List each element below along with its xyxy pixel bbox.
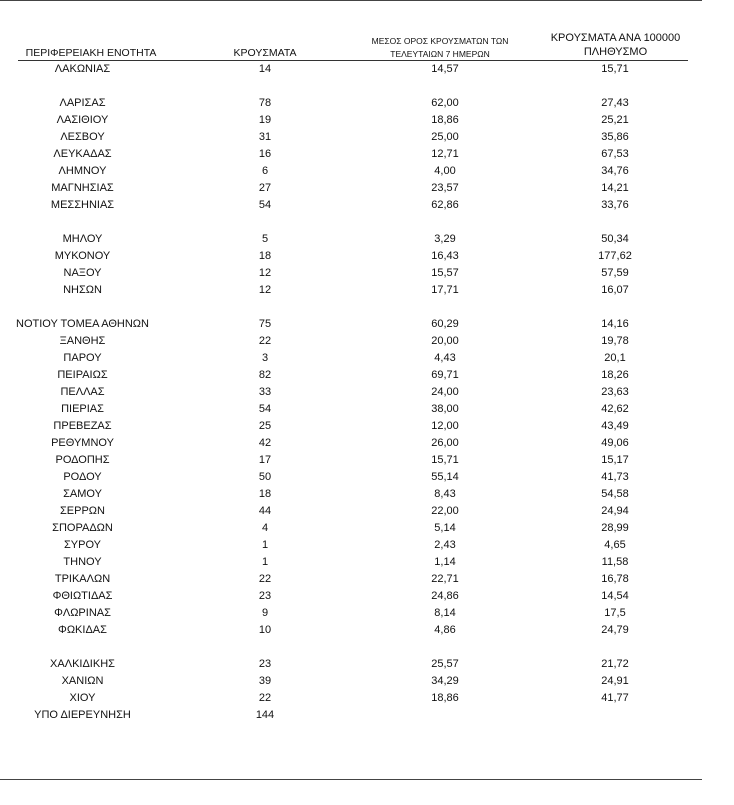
region-cell: ΝΗΣΩΝ	[63, 284, 102, 296]
cases-cell: 18	[258, 488, 272, 500]
table-row	[0, 61, 734, 78]
cases-cell: 23	[258, 658, 272, 670]
cases-cell: 31	[258, 131, 272, 143]
table-row	[0, 418, 734, 435]
table-row	[0, 197, 734, 214]
rate-cell: 14,16	[601, 318, 629, 330]
rate-cell: 42,62	[601, 403, 629, 415]
cases-cell: 16	[258, 148, 272, 160]
average-cell: 62,86	[431, 199, 459, 211]
region-cell: ΜΑΓΝΗΣΙΑΣ	[51, 182, 114, 194]
table-row	[0, 656, 734, 673]
data-table	[0, 61, 734, 724]
region-cell: ΣΠΟΡΑΔΩΝ	[52, 522, 113, 534]
rate-cell: 41,73	[601, 471, 629, 483]
region-cell: ΧΑΛΚΙΔΙΚΗΣ	[50, 658, 115, 670]
cases-cell: 42	[258, 437, 272, 449]
rate-cell: 15,17	[601, 454, 629, 466]
average-cell: 24,00	[431, 386, 459, 398]
rate-cell: 28,99	[601, 522, 629, 534]
rate-cell: 57,59	[601, 267, 629, 279]
region-cell: ΠΡΕΒΕΖΑΣ	[53, 420, 112, 432]
region-cell: ΧΙΟΥ	[69, 692, 96, 704]
region-cell: ΛΕΣΒΟΥ	[60, 131, 105, 143]
average-cell: 38,00	[431, 403, 459, 415]
region-cell: ΦΩΚΙΔΑΣ	[58, 624, 107, 636]
table-row	[0, 316, 734, 333]
cases-cell: 25	[258, 420, 272, 432]
rate-cell: 16,07	[601, 284, 629, 296]
average-cell: 34,29	[431, 675, 459, 687]
cases-cell: 17	[258, 454, 272, 466]
cases-cell: 54	[258, 199, 272, 211]
region-cell: ΛΑΡΙΣΑΣ	[59, 97, 106, 109]
region-cell: ΛΗΜΝΟΥ	[58, 165, 107, 177]
table-row	[0, 95, 734, 112]
rate-cell: 34,76	[601, 165, 629, 177]
region-cell: ΝΟΤΙΟΥ ΤΟΜΕΑ ΑΘΗΝΩΝ	[16, 318, 149, 330]
table-row	[0, 163, 734, 180]
cases-cell: 54	[258, 403, 272, 415]
header-region: ΠΕΡΙΦΕΡΕΙΑΚΗ ΕΝΟΤΗΤΑ	[25, 47, 157, 59]
average-cell: 55,14	[431, 471, 459, 483]
rate-cell: 14,54	[601, 590, 629, 602]
header-7day-average-line1: ΜΕΣΟΣ ΟΡΟΣ ΚΡΟΥΣΜΑΤΩΝ ΤΩΝ	[371, 36, 509, 46]
region-cell: ΛΑΣΙΘΙΟΥ	[56, 114, 109, 126]
cases-cell: 22	[258, 335, 272, 347]
average-cell: 17,71	[431, 284, 459, 296]
region-cell: ΥΠΟ ΔΙΕΡΕΥΝΗΣΗ	[34, 709, 131, 721]
rate-cell: 21,72	[601, 658, 629, 670]
rate-cell: 24,79	[601, 624, 629, 636]
rate-cell: 14,21	[601, 182, 629, 194]
region-cell: ΡΕΘΥΜΝΟΥ	[51, 437, 114, 449]
region-cell: ΤΡΙΚΑΛΩΝ	[54, 573, 111, 585]
table-row	[0, 350, 734, 367]
cases-cell: 23	[258, 590, 272, 602]
cases-cell: 22	[258, 573, 272, 585]
cases-cell: 4	[261, 522, 269, 534]
average-cell: 12,71	[431, 148, 459, 160]
table-row	[0, 486, 734, 503]
average-cell: 2,43	[434, 539, 456, 551]
rate-cell: 41,77	[601, 692, 629, 704]
header-rate-line2: ΠΛΗΘΥΣΜΟ	[583, 46, 648, 58]
region-cell: ΛΑΚΩΝΙΑΣ	[54, 63, 111, 75]
rate-cell: 20,1	[604, 352, 626, 364]
cases-cell: 12	[258, 284, 272, 296]
rate-cell: 17,5	[604, 607, 626, 619]
header-7day-average	[355, 35, 525, 61]
cases-cell: 18	[258, 250, 272, 262]
rate-cell: 27,43	[601, 97, 629, 109]
cases-cell: 10	[258, 624, 272, 636]
region-cell: ΠΕΛΛΑΣ	[60, 386, 105, 398]
table-row	[0, 707, 734, 724]
region-cell: ΝΑΞΟΥ	[63, 267, 102, 279]
average-cell: 20,00	[431, 335, 459, 347]
table-row	[0, 452, 734, 469]
table-row	[0, 554, 734, 571]
table-row	[0, 435, 734, 452]
rate-cell: 19,78	[601, 335, 629, 347]
table-row	[0, 622, 734, 639]
table-row	[0, 469, 734, 486]
region-cell: ΣΥΡΟΥ	[63, 539, 101, 551]
table-row	[0, 129, 734, 146]
rate-cell: 4,65	[604, 539, 626, 551]
cases-cell: 144	[255, 709, 275, 721]
cases-cell: 33	[258, 386, 272, 398]
cases-cell: 27	[258, 182, 272, 194]
average-cell: 14,57	[431, 63, 459, 75]
average-cell: 5,14	[434, 522, 456, 534]
table-row	[0, 333, 734, 350]
region-cell: ΠΙΕΡΙΑΣ	[61, 403, 104, 415]
cases-cell: 5	[261, 233, 269, 245]
header-rate-line1: ΚΡΟΥΣΜΑΤΑ ΑΝΑ 100000	[550, 32, 681, 44]
average-cell: 18,86	[431, 114, 459, 126]
table-row	[0, 537, 734, 554]
average-cell: 25,57	[431, 658, 459, 670]
rate-cell: 25,21	[601, 114, 629, 126]
header-rate-per-100k	[533, 31, 698, 59]
rate-cell: 24,94	[601, 505, 629, 517]
header-7day-average-line2: ΤΕΛΕΥΤΑΙΩΝ 7 ΗΜΕΡΩΝ	[390, 49, 490, 59]
region-cell: ΧΑΝΙΩΝ	[61, 675, 104, 687]
average-cell: 12,00	[431, 420, 459, 432]
average-cell: 8,43	[434, 488, 456, 500]
rate-cell: 50,34	[601, 233, 629, 245]
region-cell: ΣΑΜΟΥ	[63, 488, 102, 500]
cases-cell: 44	[258, 505, 272, 517]
table-row	[0, 282, 734, 299]
rate-cell: 11,58	[601, 556, 629, 568]
cases-cell: 3	[261, 352, 269, 364]
region-cell: ΞΑΝΘΗΣ	[59, 335, 106, 347]
cases-cell: 75	[258, 318, 272, 330]
region-cell: ΡΟΔΟΥ	[63, 471, 102, 483]
region-cell: ΤΗΝΟΥ	[63, 556, 102, 568]
region-cell: ΠΕΙΡΑΙΩΣ	[57, 369, 108, 381]
average-cell: 15,57	[431, 267, 459, 279]
average-cell: 62,00	[431, 97, 459, 109]
average-cell: 4,43	[434, 352, 456, 364]
cases-cell: 22	[258, 692, 272, 704]
average-cell: 25,00	[431, 131, 459, 143]
rate-cell: 54,58	[601, 488, 629, 500]
table-row	[0, 248, 734, 265]
rate-cell: 18,26	[601, 369, 629, 381]
rate-cell: 23,63	[601, 386, 629, 398]
region-cell: ΦΛΩΡΙΝΑΣ	[54, 607, 111, 619]
cases-cell: 82	[258, 369, 272, 381]
average-cell: 15,71	[431, 454, 459, 466]
cases-cell: 12	[258, 267, 272, 279]
table-row	[0, 571, 734, 588]
region-cell: ΜΕΣΣΗΝΙΑΣ	[50, 199, 115, 211]
average-cell: 24,86	[431, 590, 459, 602]
table-row	[0, 401, 734, 418]
rate-cell: 67,53	[601, 148, 629, 160]
average-cell: 22,71	[431, 573, 459, 585]
average-cell: 26,00	[431, 437, 459, 449]
region-cell: ΛΕΥΚΑΔΑΣ	[53, 148, 112, 160]
rate-cell: 16,78	[601, 573, 629, 585]
cases-cell: 9	[261, 607, 269, 619]
cases-cell: 19	[258, 114, 272, 126]
top-rule	[0, 0, 702, 1]
bottom-rule	[0, 779, 702, 780]
rate-cell: 24,91	[601, 675, 629, 687]
table-row	[0, 180, 734, 197]
table-row	[0, 605, 734, 622]
table-row	[0, 265, 734, 282]
rate-cell: 49,06	[601, 437, 629, 449]
average-cell: 69,71	[431, 369, 459, 381]
table-row	[0, 690, 734, 707]
table-row	[0, 520, 734, 537]
region-cell: ΠΑΡΟΥ	[63, 352, 102, 364]
average-cell: 8,14	[434, 607, 456, 619]
table-row	[0, 146, 734, 163]
region-cell: ΡΟΔΟΠΗΣ	[55, 454, 110, 466]
cases-cell: 50	[258, 471, 272, 483]
region-cell: ΦΘΙΩΤΙΔΑΣ	[52, 590, 113, 602]
average-cell: 3,29	[434, 233, 456, 245]
rate-cell: 177,62	[598, 250, 632, 262]
cases-cell: 78	[258, 97, 272, 109]
average-cell: 4,86	[434, 624, 456, 636]
rate-cell: 43,49	[601, 420, 629, 432]
cases-cell: 14	[258, 63, 272, 75]
cases-cell: 39	[258, 675, 272, 687]
table-row	[0, 367, 734, 384]
average-cell: 16,43	[431, 250, 459, 262]
table-row	[0, 503, 734, 520]
region-cell: ΜΥΚΟΝΟΥ	[54, 250, 111, 262]
cases-cell: 6	[261, 165, 269, 177]
region-cell: ΜΗΛΟΥ	[62, 233, 103, 245]
average-cell: 1,14	[434, 556, 456, 568]
table-row	[0, 384, 734, 401]
average-cell: 4,00	[434, 165, 456, 177]
table-row	[0, 112, 734, 129]
table-row	[0, 231, 734, 248]
cases-cell: 1	[261, 556, 269, 568]
region-cell: ΣΕΡΡΩΝ	[60, 505, 105, 517]
rate-cell: 35,86	[601, 131, 629, 143]
average-cell: 18,86	[431, 692, 459, 704]
table-row	[0, 588, 734, 605]
average-cell: 22,00	[431, 505, 459, 517]
rate-cell: 33,76	[601, 199, 629, 211]
rate-cell: 15,71	[601, 63, 629, 75]
cases-cell: 1	[261, 539, 269, 551]
average-cell: 60,29	[431, 318, 459, 330]
average-cell: 23,57	[431, 182, 459, 194]
table-row	[0, 673, 734, 690]
header-cases: ΚΡΟΥΣΜΑΤΑ	[233, 47, 297, 59]
